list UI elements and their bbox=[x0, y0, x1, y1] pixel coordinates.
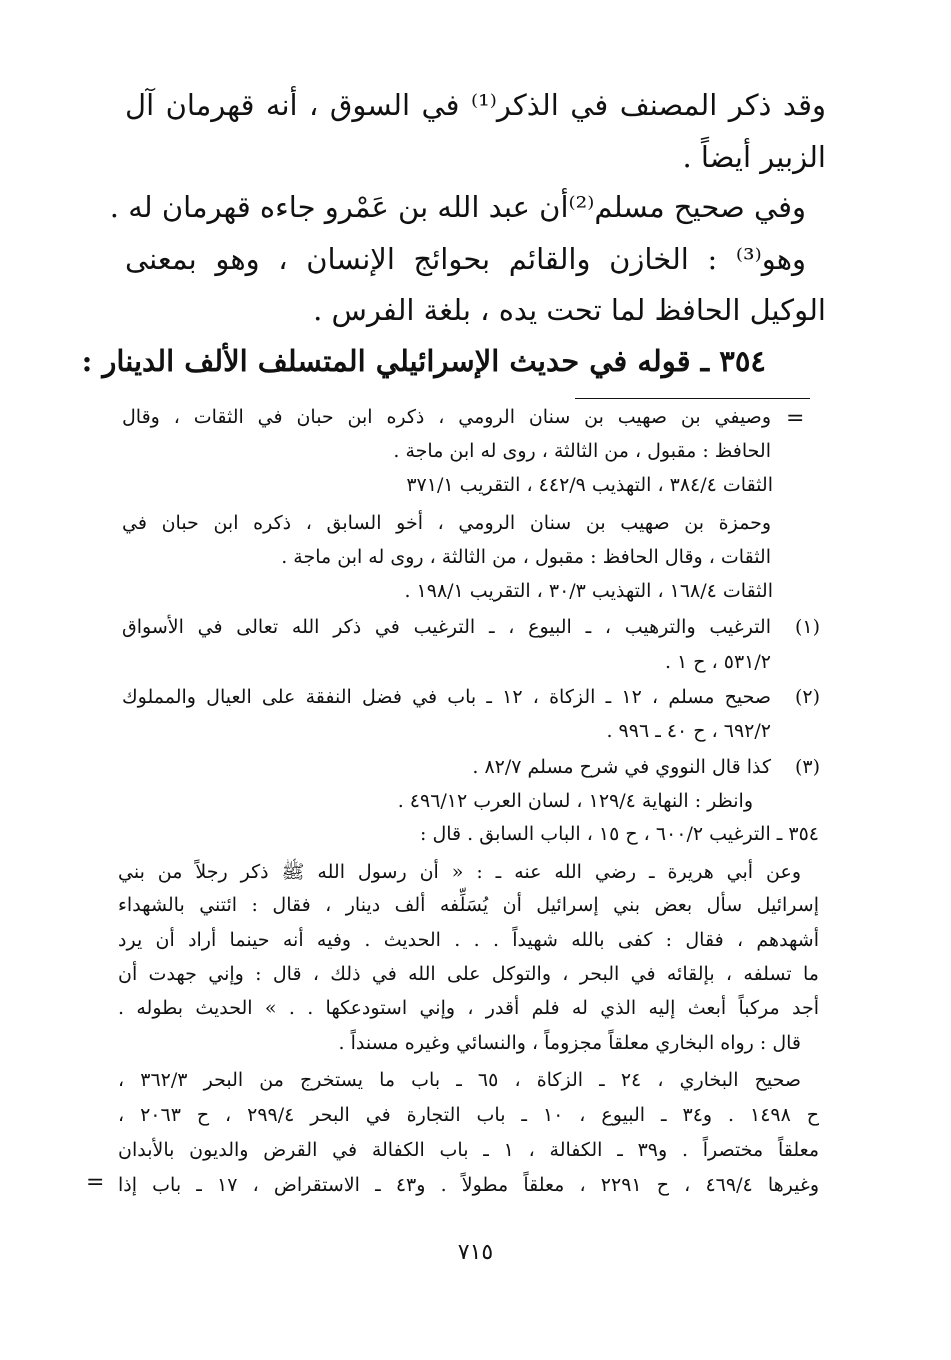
continuation-mark: = bbox=[786, 406, 805, 431]
note-354-line-10: معلقاً مختصراً . و٣٩ ـ الكفالة ، ١ ـ باب الكفالة في القرض والديون بالأبدان bbox=[118, 1139, 820, 1161]
main-text-line-2: الزبير أيضاً . bbox=[682, 140, 826, 174]
footnote-1-number: (١) bbox=[794, 616, 820, 638]
note-354-line-11: وغيرها ٤٦٩/٤ ، ح ٢٢٩١ ، معلقاً مطولاً . و٤٣ ـ الاستقراض ، ١٧ ـ باب إذا bbox=[118, 1174, 819, 1196]
main-text-line-4: وهو⁽³⁾ : الخازن والقائم بحوائج الإنسان ، وهو بمعنى bbox=[125, 242, 806, 276]
note-354-line-7: قال : رواه البخاري معلقاً مجزوماً ، والنسائي وغيره مسنداً . bbox=[338, 1032, 801, 1054]
footnote-cont-line-2: الحافظ : مقبول ، من الثالثة ، روى له ابن ماجة . bbox=[393, 440, 771, 462]
note-354-line-5: ما تسلفه ، بإلقائه في البحر ، والتوكل على الله في ذلك ، قال : وإني جهدت أن bbox=[118, 963, 819, 985]
footnote-2-line-1: صحيح مسلم ، ١٢ ـ الزكاة ، ١٢ ـ باب في فضل النفقة على العيال والمملوك bbox=[122, 686, 771, 708]
footnote-1-line-2: ٥٣١/٢ ، ح ١ . bbox=[664, 651, 771, 673]
main-text-line-3: وفي صحيح مسلم⁽²⁾أن عبد الله بن عَمْرو جاءه قهرمان له . bbox=[109, 190, 806, 224]
footnote-cont-line-1: وصيفي بن صهيب بن سنان الرومي ، ذكره ابن حبان في الثقات ، وقال bbox=[122, 406, 771, 428]
footnote-3-number: (٣) bbox=[794, 756, 820, 778]
section-heading-354: ٣٥٤ ـ قوله في حديث الإسرائيلي المتسلف الألف الدينار : bbox=[81, 344, 766, 378]
note-354-line-2: وعن أبي هريرة ـ رضي الله عنه ـ : « أن رسول الله ﷺ ذكر رجلاً من بني bbox=[118, 861, 801, 883]
page-number: ٧١٥ bbox=[457, 1240, 494, 1265]
note-354-line-9: ح ١٤٩٨ . و٣٤ ـ البيوع ، ١٠ ـ باب التجارة في البحر ٢٩٩/٤ ، ح ٢٠٦٣ ، bbox=[118, 1104, 820, 1126]
footnote-separator bbox=[575, 398, 810, 399]
footnote-2-line-2: ٦٩٢/٢ ، ح ٤٠ ـ ٩٩٦ . bbox=[606, 720, 771, 742]
footnote-cont-line-3: الثقات ٣٨٤/٤ ، التهذيب ٤٤٢/٩ ، التقريب ٣٧١/١ bbox=[406, 474, 773, 496]
footnote-cont-line-6: الثقات ١٦٨/٤ ، التهذيب ٣٠/٣ ، التقريب ١٩٨/١ . bbox=[404, 580, 773, 602]
main-text-line-1: وقد ذكر المصنف في الذكر⁽¹⁾ في السوق ، أنه قهرمان آل bbox=[125, 88, 826, 122]
footnote-cont-line-5: الثقات ، وقال الحافظ : مقبول ، من الثالثة ، روى له ابن ماجة . bbox=[281, 546, 771, 568]
note-354-line-6: أجد مركباً أبعث إليه الذي له فلم أقدر ، وإني استودعكها . . » الحديث بطوله . bbox=[118, 997, 819, 1019]
note-354-line-1: ٣٥٤ ـ الترغيب ٦٠٠/٢ ، ح ١٥ ، الباب السابق . قال : bbox=[420, 823, 819, 845]
main-text-line-5: الوكيل الحافظ لما تحت يده ، بلغة الفرس . bbox=[313, 293, 826, 327]
footnote-cont-line-4: وحمزة بن صهيب بن سنان الرومي ، أخو السابق ، ذكره ابن حبان في bbox=[122, 512, 771, 534]
note-354-line-4: أشهدهم ، فقال : كفى بالله شهيداً . . . الحديث . وفيه أنه حينما أراد أن يرد bbox=[118, 929, 819, 951]
note-354-line-8: صحيح البخاري ، ٢٤ ـ الزكاة ، ٦٥ ـ باب ما يستخرج من البحر ٣٦٢/٣ ، bbox=[118, 1069, 802, 1091]
footnote-1-line-1: الترغيب والترهيب ، ـ البيوع ، ـ الترغيب في ذكر الله تعالى في الأسواق bbox=[122, 616, 771, 638]
footnote-3-line-1: كذا قال النووي في شرح مسلم ٨٢/٧ . bbox=[472, 756, 771, 778]
footnote-3-line-2: وانظر : النهاية ١٢٩/٤ ، لسان العرب ٤٩٦/١٢ . bbox=[397, 790, 753, 812]
footnote-2-number: (٢) bbox=[794, 686, 820, 708]
note-354-line-3: إسرائيل سأل بعض بني إسرائيل أن يُسَلِّفه ألف دينار ، فقال : ائتني بالشهداء bbox=[118, 894, 819, 916]
continuation-mark-end: = bbox=[86, 1170, 105, 1195]
